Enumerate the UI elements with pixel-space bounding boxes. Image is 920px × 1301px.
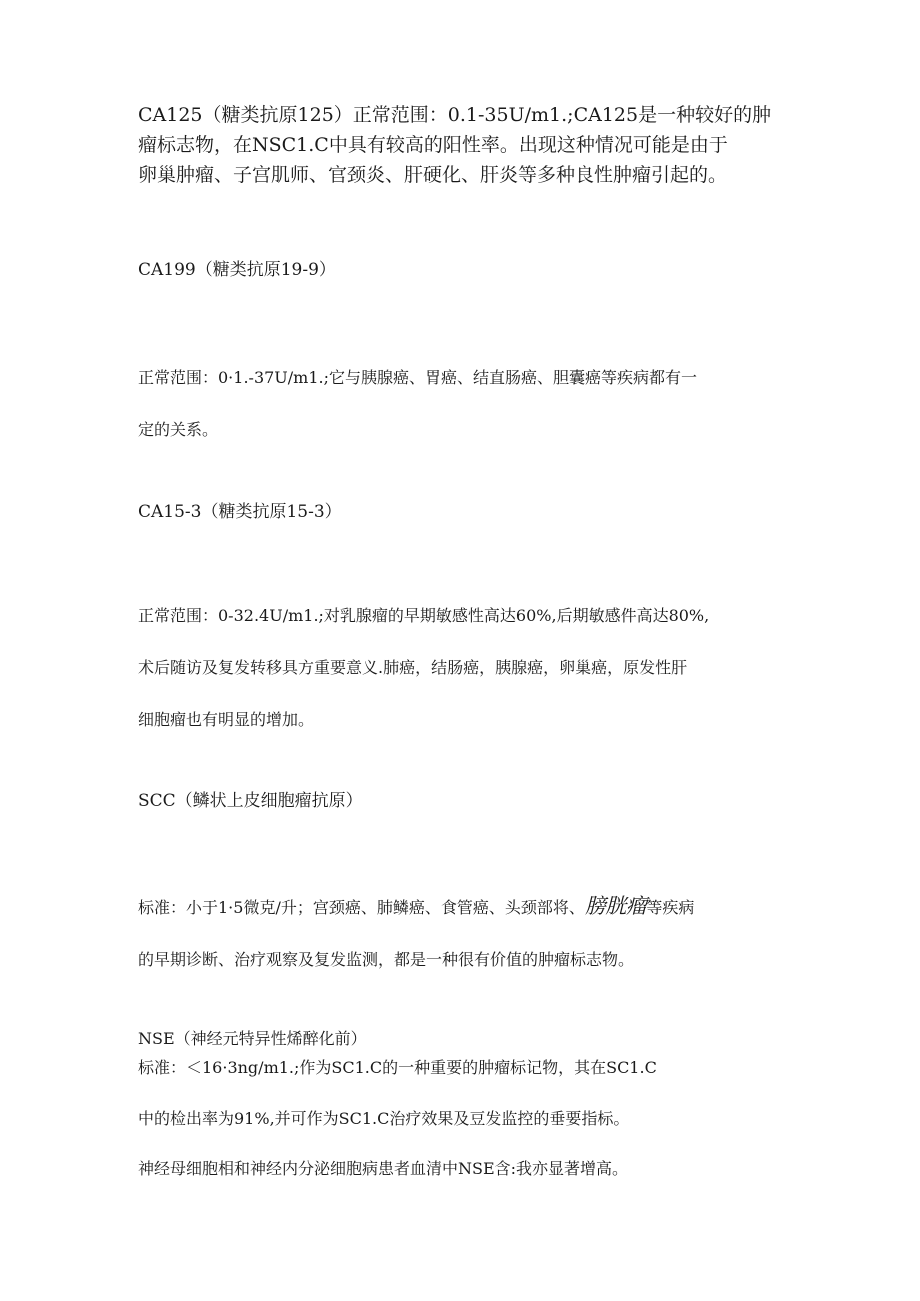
nse-heading: NSE（神经元特异性烯醉化前） bbox=[138, 1029, 367, 1048]
scc-body-line-1-start: 标准：小于1·5微克/升；宫颈癌、肺鳞癌、食管癌、头颈部将、 bbox=[138, 898, 585, 917]
ca199-heading: CA199（糖类抗原19-9） bbox=[138, 260, 336, 280]
nse-body-line-1: 标准：＜16·3ng/m1.;作为SC1.C的一种重要的肿瘤标记物，其在SC1.C bbox=[138, 1058, 657, 1077]
ca153-body-line-1: 正常范围：0-32.4U/m1.;对乳腺瘤的早期敏感性高达60%,后期敏感件高达80%, bbox=[138, 606, 710, 625]
scc-heading: SCC（鳞状上皮细胞瘤抗原） bbox=[138, 791, 363, 811]
ca153-heading: CA15-3（糖类抗原15-3） bbox=[138, 502, 342, 522]
ca199-body bbox=[138, 352, 788, 456]
nse-body-line-2: 中的检出率为91%,并可作为SC1.C治疗效果及豆发监控的垂要指标。 bbox=[138, 1109, 630, 1128]
ca125-paragraph bbox=[138, 100, 788, 190]
ca153-body-line-2: 术后随访及复发转移具方重要意义.肺癌，结肠癌，胰腺癌，卵巢癌，原发性肝 bbox=[138, 658, 688, 677]
scc-body-line-1 bbox=[138, 880, 788, 934]
ca125-line-1: CA125（糖类抗原125）正常范围：0.1-35U/m1.;CA125是一种较好的肿 bbox=[138, 104, 772, 126]
ca199-body-line-2: 定的关系。 bbox=[138, 420, 219, 439]
ca199-body-line-1: 正常范围：0·1.-37U/m1.;它与胰腺癌、胃癌、结直肠癌、胆囊癌等疾病都有一 bbox=[138, 368, 698, 387]
ca125-line-2: 瘤标志物，在NSC1.C中具有较高的阳性率。出现这种情况可能是由于 bbox=[138, 134, 728, 156]
scc-body bbox=[138, 880, 788, 986]
ca153-body bbox=[138, 590, 788, 746]
scc-body-line-1-end: 等疾病 bbox=[646, 898, 695, 917]
ca125-line-3: 卵巢肿瘤、子宫肌师、官颈炎、肝硬化、肝炎等多种良性肿瘤引起的。 bbox=[138, 164, 728, 186]
ca153-body-line-3: 细胞瘤也有明显的增加。 bbox=[138, 710, 315, 729]
nse-body-line-3: 神经母细胞相和神经内分泌细胞病患者血清中NSE含:我亦显著增高。 bbox=[138, 1159, 629, 1178]
scc-body-line-2: 的早期诊断、治疗观察及复发监测，都是一种很有价值的肿瘤标志物。 bbox=[138, 950, 635, 969]
scc-highlighted-term: 膀胱瘤 bbox=[584, 894, 647, 918]
